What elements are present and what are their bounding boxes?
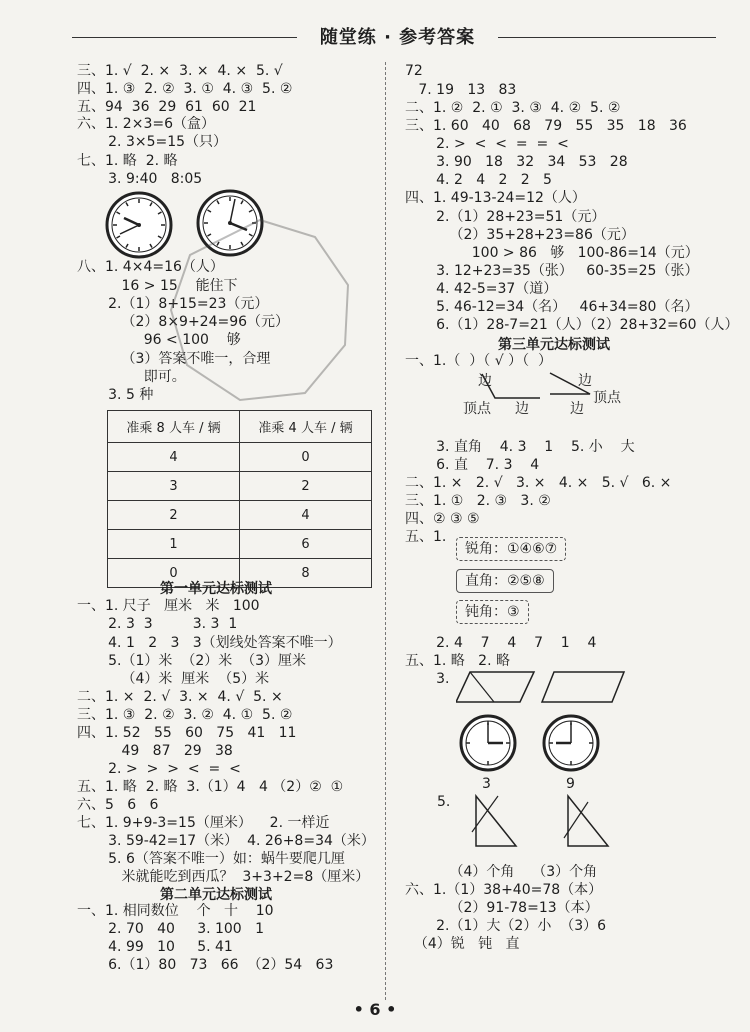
table-header: 准乘 4 人车 / 辆 (240, 411, 372, 443)
table-row (108, 530, 372, 559)
answer-line: 七、1. 9+9-3=15（厘米） 2. 一样近 (77, 815, 330, 831)
table-cell: 4 (108, 443, 240, 472)
answer-line: 四、1. ③ 2. ② 3. ① 4. ③ 5. ② (77, 81, 293, 97)
obtuse-angle-box: 钝角：③ (456, 600, 529, 624)
answer-line: （2）91-78=13（本） (405, 900, 599, 916)
table-row (108, 443, 372, 472)
page-number: • 6 • (353, 1000, 397, 1019)
answer-line: 5.（1）米 （2）米 （3）厘米 (77, 653, 307, 669)
table-cell: 4 (240, 501, 372, 530)
answer-line: 即可。 (77, 369, 186, 385)
edge-label: 边 (515, 401, 529, 417)
answer-line: 三、1. ③ 2. ② 3. ② 4. ① 5. ② (77, 707, 293, 723)
answer-line: 八、1. 4×4=16（人） (77, 259, 224, 275)
answer-line: 5. 6（答案不唯一）如：蜗牛要爬几厘 (77, 851, 345, 867)
answer-line: 6. 直 7. 3 4 (405, 457, 540, 473)
clock-icon (541, 713, 601, 773)
section-title: 第三单元达标测试 (498, 337, 610, 353)
answer-line: 4. 99 10 5. 41 (77, 939, 233, 955)
edge-label: 边 (570, 401, 584, 417)
clock-label: 9 (566, 776, 575, 792)
parallelogram-figure (456, 668, 626, 708)
answer-line: 一、1. 尺子 厘米 米 100 (77, 598, 260, 614)
answer-line: 3. 90 18 32 34 53 28 (405, 154, 628, 170)
answer-line: 三、1. √ 2. × 3. × 4. × 5. √ (77, 63, 283, 79)
answer-line: 7. 19 13 83 (405, 82, 517, 98)
answer-line: （2）35+28+23=86（元） (405, 227, 635, 243)
watermark-stamp (165, 215, 355, 405)
answer-line: 六、1. 2×3=6（盒） (77, 116, 215, 132)
acute-angle-box: 锐角：①④⑥⑦ (456, 537, 566, 561)
answer-line: 六、1.（1）38+40=78（本） (405, 882, 603, 898)
answer-line: 2.（1）28+23=51（元） (405, 209, 606, 225)
answer-line: 五、1. 略 2. 略 (405, 653, 510, 669)
answer-line: 2. 4 7 4 7 1 4 (405, 635, 597, 651)
answer-line: 五、94 36 29 61 60 21 (77, 99, 257, 115)
answer-line: 4. 42-5=37（道） (405, 281, 558, 297)
table-cell: 3 (108, 472, 240, 501)
answer-line: 一、1. 相同数位 个 十 10 (77, 903, 274, 919)
answer-line: 2. 70 40 3. 100 1 (77, 921, 264, 937)
answer-line: 6.（1）80 73 66 （2）54 63 (77, 957, 334, 973)
answer-line: 49 87 29 38 (77, 743, 233, 759)
table-row (108, 501, 372, 530)
answer-line: （2）8×9+24=96（元） (77, 314, 290, 330)
table-cell: 8 (240, 559, 372, 588)
table-cell: 2 (240, 472, 372, 501)
answer-line: （4）锐 钝 直 (405, 936, 520, 952)
table-cell: 0 (240, 443, 372, 472)
answer-line: 四、1. 52 55 60 75 41 11 (77, 725, 297, 741)
header-rule-left (72, 37, 297, 38)
edge-label: 边 (578, 373, 592, 389)
answer-line: 一、1.（ ）（ √ ）（ ） (405, 353, 552, 369)
answer-line: 3. 9:40 8:05 (77, 171, 203, 187)
answer-line: 五、1. 略 2. 略 3.（1）4 4 （2）② ① (77, 779, 344, 795)
answer-line: 六、5 6 6 (77, 797, 159, 813)
answer-line: 米就能吃到西瓜？ 3+3+2=8（厘米） (77, 869, 370, 885)
answer-line: 6.（1）28-7=21（人）（2）28+32=60（人） (405, 317, 739, 333)
answer-line: 2.（1）大（2）小 （3）6 (405, 918, 607, 934)
answer-line: 96 < 100 够 (77, 332, 241, 348)
answer-line: 3. (405, 671, 450, 687)
answer-line: 2. > < < = = < (405, 136, 569, 152)
clock-label: 3 (482, 776, 491, 792)
answer-line: 3. 59-42=17（米） 4. 26+8=34（米） (77, 833, 375, 849)
answer-line: 3. 12+23=35（张） 60-35=25（张） (405, 263, 699, 279)
answer-line: 五、1. (405, 529, 447, 545)
table-cell: 6 (240, 530, 372, 559)
answer-line: 2. > > > < = < (77, 761, 241, 777)
answer-line: 4. 2 4 2 2 5 (405, 172, 552, 188)
answer-line: 二、1. × 2. √ 3. × 4. √ 5. × (77, 689, 283, 705)
answer-line: 100 > 86 够 100-86=14（元） (405, 245, 699, 261)
answer-line: 3. 直角 4. 3 1 5. 小 大 (405, 439, 635, 455)
answer-line: 四、② ③ ⑤ (405, 511, 480, 527)
answer-line: 16 > 15 能住下 (77, 278, 238, 294)
vertex-label: 顶点 (593, 390, 621, 406)
answer-line: （4）米 厘米 （5）米 (77, 671, 270, 687)
answer-line: 三、1. 60 40 68 79 55 35 18 36 (405, 118, 687, 134)
answer-line: 三、1. ① 2. ③ 3. ② (405, 493, 551, 509)
column-divider (385, 62, 386, 1000)
clock-icon (458, 713, 518, 773)
answer-line: 二、1. ② 2. ① 3. ③ 4. ② 5. ② (405, 100, 621, 116)
answer-line: 2.（1）8+15=23（元） (77, 296, 269, 312)
answer-line: 四、1. 49-13-24=12（人） (405, 190, 586, 206)
answer-line: 72 (405, 63, 423, 79)
table-cell: 2 (108, 501, 240, 530)
answer-line: 4. 1 2 3 3（划线处答案不唯一） (77, 635, 342, 651)
section-title: 第一单元达标测试 (160, 581, 272, 597)
clock-icon (104, 190, 174, 260)
right-angle-box: 直角：②⑤⑧ (456, 569, 554, 593)
answer-line: （4）个角 （3）个角 (405, 864, 598, 880)
answer-line: 2. 3 3 3. 3 1 (77, 616, 238, 632)
vertex-label: 顶点 (463, 401, 491, 417)
table-cell: 1 (108, 530, 240, 559)
car-table (107, 410, 372, 588)
answer-line: （3）答案不唯一，合理 (77, 351, 271, 367)
triangle-figure (458, 792, 618, 852)
edge-label: 边 (478, 373, 492, 389)
page-title: 随堂练 · 参考答案 (319, 27, 476, 48)
table-cell: 0 (108, 559, 240, 588)
answer-line: 七、1. 略 2. 略 (77, 153, 178, 169)
table-row (108, 472, 372, 501)
answer-line: 二、1. × 2. √ 3. × 4. × 5. √ 6. × (405, 475, 672, 491)
table-header: 准乘 8 人车 / 辆 (108, 411, 240, 443)
answer-line: 5. (437, 794, 451, 810)
section-title: 第二单元达标测试 (160, 887, 272, 903)
answer-line: 2. 3×5=15（只） (77, 134, 228, 150)
answer-line: 3. 5 种 (77, 387, 154, 403)
answer-line: 5. 46-12=34（名） 46+34=80（名） (405, 299, 699, 315)
header-rule-right (498, 37, 716, 38)
